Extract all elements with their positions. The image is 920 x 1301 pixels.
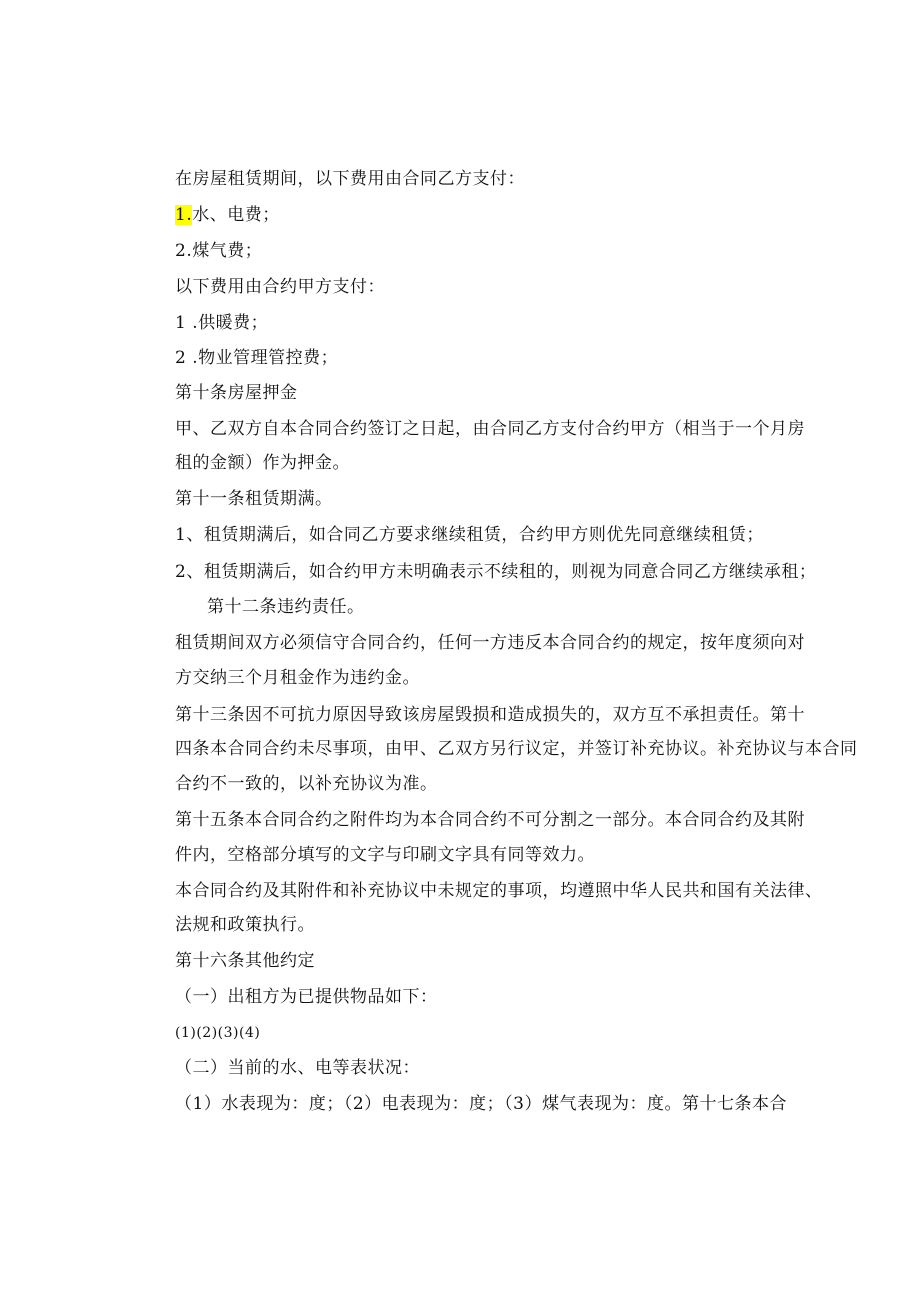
article-10-body-line-2: 租的金额）作为押金。 [175,453,350,473]
article-15-body-line-2: 件内，空格部分填写的文字与印刷文字具有同等效力。 [175,845,595,865]
article-15-body-line-1: 第十五条本合同合约之附件均为本合同合约不可分割之一部分。本合同合约及其附 [175,810,805,830]
article-16-item-2: （二）当前的水、电等表状况： [175,1058,420,1078]
meter-readings-line: （1）水表现为：度；（2）电表现为：度；（3）煤气表现为：度。第十七条本合 [175,1094,787,1114]
article-10-body-line-1: 甲、乙双方自本合同合约签订之日起，由合同乙方支付合约甲方（相当于一个月房 [175,419,805,439]
article-11-heading: 第十一条租赁期满。 [175,489,333,509]
article-11-item-1: 1、租赁期满后，如合同乙方要求继续租赁，合约甲方则优先同意继续租赁； [175,525,764,545]
paragraph-fee-item-2: 2.煤气费； [175,241,263,261]
article-13-body-line-1: 第十三条因不可抗力原因导致该房屋毁损和造成损失的，双方互不承担责任。第十 [175,705,805,725]
highlight-marker: 1. [175,205,193,225]
article-12-body-line-2: 方交纳三个月租金作为违约金。 [175,668,420,688]
paragraph-fees-tenant-intro: 在房屋租赁期间，以下费用由合同乙方支付： [175,169,525,189]
fee-item-1-text: 水、电费； [192,205,280,225]
paragraph-landlord-fee-2: 2 .物业管理管控费； [175,348,339,368]
article-13-body-line-2: 四条本合同合约未尽事项，由甲、乙双方另行议定，并签订补充协议。补充协议与本合同 [175,739,858,759]
article-16-items-list: (1)(2)(3)(4) [175,1025,261,1041]
article-10-heading: 第十条房屋押金 [175,383,298,403]
article-12-body-line-1: 租赁期间双方必须信守合同合约，任何一方违反本合同合约的规定，按年度须向对 [175,633,805,653]
paragraph-landlord-fee-1: 1 .供暖费； [175,313,269,333]
article-11-item-2: 2、租赁期满后，如合约甲方未明确表示不续租的，则视为同意合同乙方继续承租； [175,562,817,582]
supplement-clause-line-2: 法规和政策执行。 [175,915,315,935]
article-16-heading: 第十六条其他约定 [175,951,315,971]
paragraph-fees-landlord-intro: 以下费用由合约甲方支付： [175,277,385,297]
paragraph-fee-item-1 [175,204,280,226]
supplement-clause-line-1: 本合同合约及其附件和补充协议中未规定的事项，均遵照中华人民共和国有关法律、 [175,881,823,901]
article-13-body-line-3: 合约不一致的，以补充协议为准。 [175,774,438,794]
article-16-item-1: （一）出租方为已提供物品如下： [175,987,438,1007]
article-12-heading: 第十二条违约责任。 [207,597,365,617]
